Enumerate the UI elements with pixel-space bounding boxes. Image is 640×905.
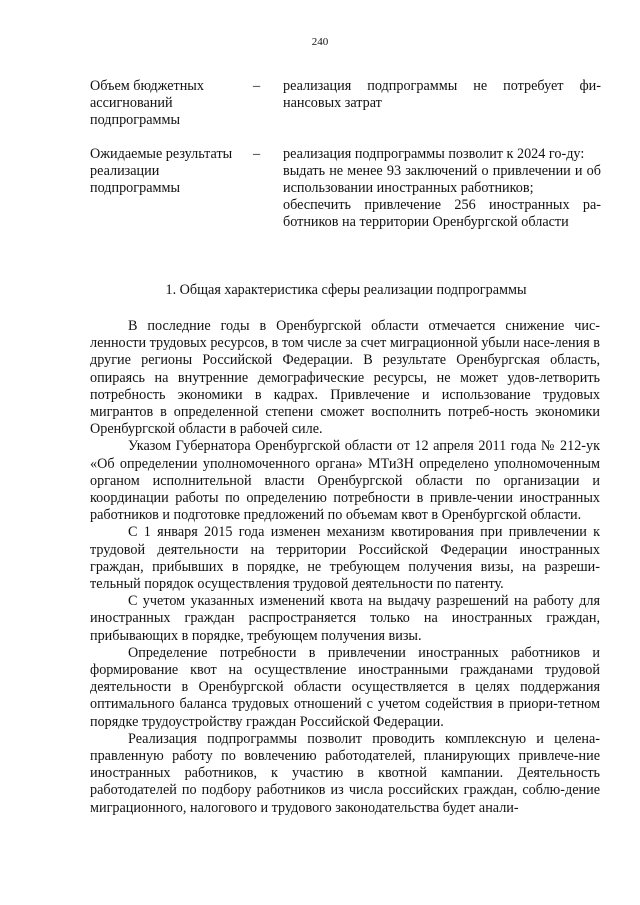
body-paragraph: Указом Губернатора Оренбургской области от 12 апреля 2011 года № 212-ук «Об определении уполномоченного органа» МТиЗН определено уполномоченным органом исполнительной власти Оренбургской области по организации и координации работы по определению потребности в привле-чении иностранных работников и подготовке предложений по объемам квот в Оренбургской области. — [90, 438, 600, 524]
body-paragraph: С учетом указанных изменений квота на выдачу разрешений на работу для иностранных граждан распространяется только на иностранных граждан, прибывающих в порядке, требующем получения визы. — [90, 593, 600, 644]
body-paragraph: Реализация подпрограммы позволит проводить комплексную и целена-правленную работу по вовлечению работодателей, планирующих привлече-ние иностранных работников, к участию в квотной кампании. Деятельность работодателей по подбору работников из числа российских граждан, соблю-дение миграционного, налогового и трудового законодательства будет анали- — [90, 730, 600, 816]
passport-row-budget — [90, 78, 602, 129]
body-paragraph: В последние годы в Оренбургской области отмечается снижение чис-ленности трудовых ресурсов, в том числе за счет миграционной убыли насе-ления в другие регионы Российской Федерации. В результате Оренбургская область, опираясь на внутренние демографические ресурсы, не может удов-летворить потребность экономики в кадрах. Привлечение и использование трудовых мигрантов в определенной степени сможет восполнить потреб-ность экономики Оренбургской области в рабочей силе. — [90, 318, 600, 438]
results-value-line: реализация подпрограммы позволит к 2024 го-ду: — [283, 146, 585, 162]
passport-table — [90, 78, 602, 231]
body-paragraph: Определение потребности в привлечении иностранных работников и формирование квот на осуществление иностранными гражданами трудовой деятельности в Оренбургской области осуществляется в целях поддержания оптимального баланса трудовых отношений с учетом содействия в приори-тетном порядке трудоустройству граждан Российской Федерации. — [90, 644, 600, 730]
budget-label — [90, 78, 253, 129]
budget-label-line: подпрограммы — [90, 112, 180, 128]
section-title: 1. Общая характеристика сферы реализации подпрограммы — [165, 282, 527, 298]
budget-label-line: Объем бюджетных — [90, 78, 204, 94]
results-label-line: подпрограммы — [90, 180, 180, 196]
budget-value — [283, 78, 601, 129]
body-paragraph: С 1 января 2015 года изменен механизм квотирования при привлечении к трудовой деятельности на территории Российской Федерации иностранных граждан, прибывших в порядке, не требующем получения визы, на разреши-тельный порядок осуществления трудовой деятельности по патенту. — [90, 524, 600, 593]
results-label-line: Ожидаемые результаты — [90, 146, 233, 162]
budget-value-text: реализация подпрограммы не потребует фи-нансовых затрат — [283, 78, 601, 111]
passport-row-results — [90, 146, 602, 231]
results-value — [283, 146, 601, 231]
results-label — [90, 146, 253, 231]
budget-label-line: ассигнований — [90, 95, 173, 111]
body-text — [90, 318, 600, 817]
budget-dash: – — [253, 78, 261, 94]
results-dash: – — [253, 146, 261, 162]
results-value-line: обеспечить привлечение 256 иностранных ра-ботников на территории Оренбургской области — [283, 197, 601, 230]
results-label-line: реализации — [90, 163, 160, 179]
results-value-line: выдать не менее 93 заключений о привлечении и об использовании иностранных работников; — [283, 163, 601, 196]
page-number: 240 — [311, 36, 329, 48]
